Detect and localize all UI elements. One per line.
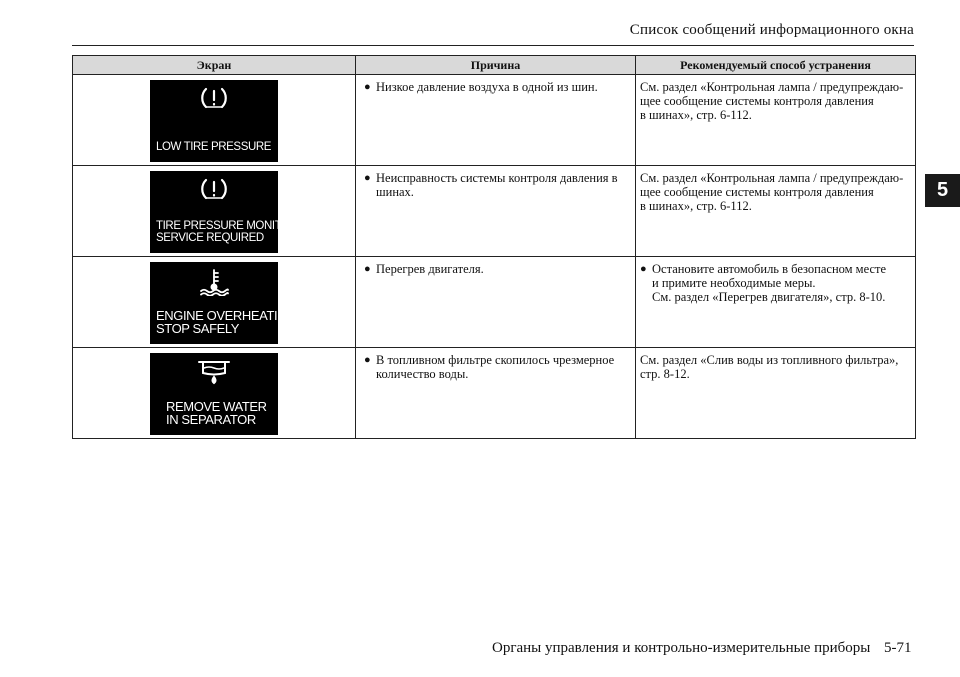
bullet-icon: ● (364, 263, 371, 275)
remedy-cell (636, 348, 916, 439)
screen-cell (73, 75, 356, 166)
display-message-line: LOW TIRE PRESSURE (156, 141, 272, 153)
display-screen (150, 262, 296, 344)
remedy-cell (636, 166, 916, 257)
display-message-line: SERVICE REQUIRED (156, 232, 264, 244)
bullet-icon: ● (640, 263, 647, 275)
bullet-icon: ● (364, 172, 371, 184)
column-header-cause: Причина (356, 56, 636, 75)
chapter-tab: 5 (925, 174, 960, 207)
bullet-icon: ● (364, 81, 371, 93)
remedy-line: См. раздел «Перегрев двигателя», стр. 8-10. (652, 290, 886, 304)
table-row (73, 75, 916, 166)
display-message-line: REMOVE WATER (166, 399, 267, 414)
display-screen (150, 80, 278, 162)
display-message-line: STOP SAFELY (156, 321, 240, 336)
screen-cell (73, 257, 356, 348)
water-in-fuel-icon (197, 359, 231, 388)
screen-cell (73, 166, 356, 257)
cause-cell (356, 166, 636, 257)
footer-page-number: 5-71 (884, 640, 912, 656)
remedy-line: щее сообщение системы контроля давления (640, 185, 874, 199)
display-message-line: IN SEPARATOR (166, 412, 256, 427)
column-header-screen: Экран (73, 56, 356, 75)
remedy-line: См. раздел «Контрольная лампа / предупреждаю- (640, 80, 904, 94)
display-screen (150, 171, 298, 253)
table-row (73, 257, 916, 348)
message-table (72, 55, 916, 439)
remedy-line: См. раздел «Слив воды из топливного фильтра», (640, 353, 899, 367)
cause-text: Низкое давление воздуха в одной из шин. (376, 80, 598, 94)
screen-cell (73, 348, 356, 439)
tire-pressure-warning-icon (200, 86, 228, 115)
cause-text: Перегрев двигателя. (376, 262, 484, 276)
remedy-line: щее сообщение системы контроля давления (640, 94, 874, 108)
remedy-line: и примите необходимые меры. (652, 276, 816, 290)
remedy-line: См. раздел «Контрольная лампа / предупреждаю- (640, 171, 904, 185)
remedy-cell (636, 75, 916, 166)
display-message-line: TIRE PRESSURE MONITOR (156, 220, 298, 232)
tire-pressure-warning-icon (200, 177, 228, 206)
cause-text: Неисправность системы контроля давления в шинах. (376, 171, 618, 199)
cause-text: В топливном фильтре скопилось чрезмерное количество воды. (376, 353, 615, 381)
remedy-cell (636, 257, 916, 348)
remedy-line: в шинах», стр. 6-112. (640, 108, 752, 122)
table-header-row (73, 56, 916, 75)
remedy-line: в шинах», стр. 6-112. (640, 199, 752, 213)
cause-cell (356, 348, 636, 439)
display-message-line: ENGINE OVERHEATING (156, 308, 296, 323)
header-divider (72, 45, 914, 46)
display-screen (150, 353, 278, 435)
cause-cell (356, 75, 636, 166)
bullet-icon: ● (364, 354, 371, 366)
remedy-line: стр. 8-12. (640, 367, 690, 381)
footer-section-title: Органы управления и контрольно-измерительные приборы (492, 640, 871, 656)
remedy-line: Остановите автомобиль в безопасном месте (652, 262, 887, 276)
column-header-remedy: Рекомендуемый способ устранения (636, 56, 916, 75)
coolant-temperature-icon (198, 268, 230, 299)
table-row (73, 348, 916, 439)
page-header-title: Список сообщений информационного окна (629, 22, 914, 38)
table-row (73, 166, 916, 257)
cause-cell (356, 257, 636, 348)
